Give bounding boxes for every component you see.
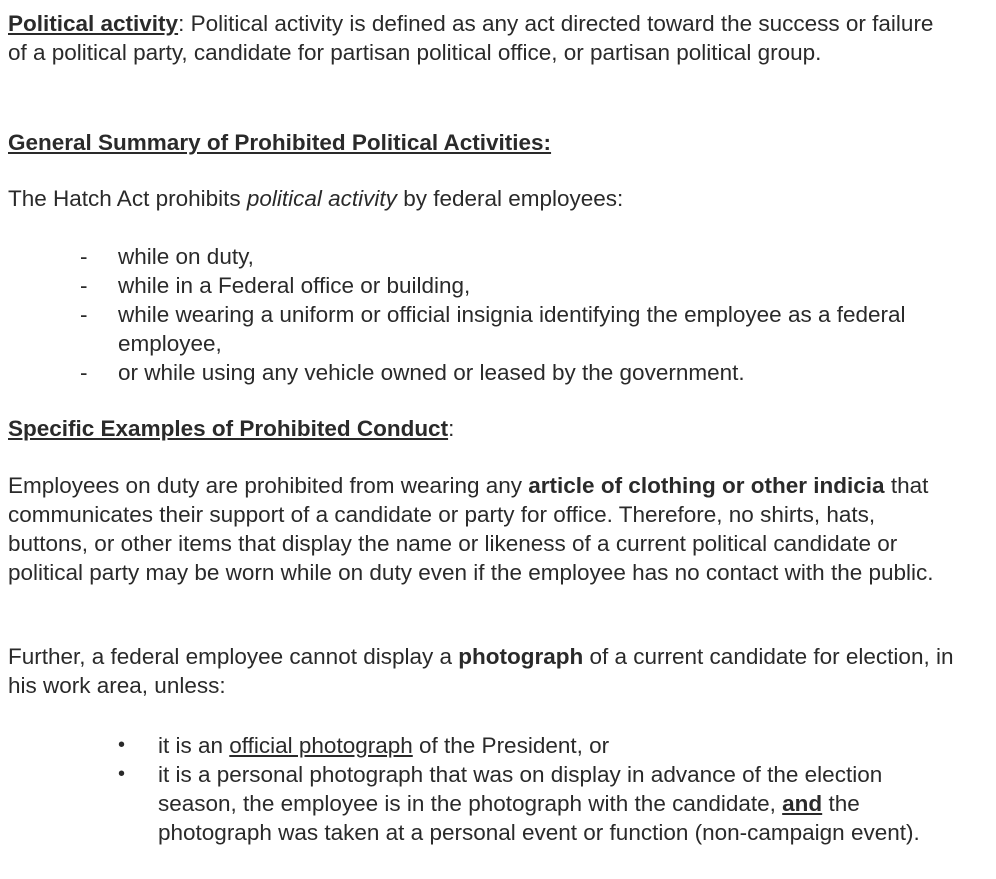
intro-prefix: The Hatch Act prohibits (8, 186, 247, 211)
general-summary-heading: General Summary of Prohibited Political Activities: (8, 130, 552, 155)
bullet1-prefix: it is an (158, 733, 230, 758)
prohibited-activities-list (80, 242, 960, 387)
bullet2-suffix: the photograph was taken at a personal event or function (non-campaign event). (158, 791, 920, 845)
bullet-marker: • (118, 763, 126, 785)
list-item-text: or while using any vehicle owned or leased by the government. (118, 360, 745, 385)
list-item-text: while in a Federal office or building, (118, 273, 471, 298)
bullet2-prefix: it is a personal photograph that was on display in advance of the election season, the employee is in the photograph with the candidate, (158, 762, 883, 816)
dash-marker: - (80, 302, 88, 327)
dash-marker: - (80, 360, 88, 385)
para1-prefix: Employees on duty are prohibited from wearing any (8, 473, 529, 498)
para2-prefix: Further, a federal employee cannot display a (8, 644, 459, 669)
intro-emphasis: political activity (246, 186, 397, 211)
list-item (80, 242, 960, 271)
photograph-paragraph (8, 642, 958, 700)
list-item (118, 731, 958, 760)
clothing-paragraph (8, 471, 958, 587)
list-item (80, 271, 960, 300)
hatch-act-intro (8, 184, 958, 213)
bullet-marker: • (118, 734, 126, 756)
bullet1-underlined: official photograph (229, 733, 413, 758)
specific-examples-heading-line (8, 414, 958, 443)
list-item (80, 300, 960, 358)
definition-colon: : (178, 11, 185, 36)
dash-marker: - (80, 273, 88, 298)
dash-marker: - (80, 244, 88, 269)
para1-bold: article of clothing or other indicia (528, 473, 885, 498)
para2-bold: photograph (458, 644, 584, 669)
definition-paragraph (8, 9, 958, 67)
definition-term: Political activity (8, 11, 179, 36)
specific-examples-colon: : (448, 416, 455, 441)
list-item (80, 358, 960, 387)
list-item-text: while on duty, (118, 244, 254, 269)
list-item (118, 760, 958, 847)
specific-examples-heading: Specific Examples of Prohibited Conduct (8, 416, 449, 441)
bullet1-suffix: of the President, or (412, 733, 610, 758)
intro-suffix: by federal employees: (396, 186, 624, 211)
photograph-exceptions-list (118, 731, 958, 847)
para1-suffix: that communicates their support of a candidate or party for office. Therefore, no shirts, hats, buttons, or other items that display the name or likeness of a current political candidate or political party may be worn while on duty even if the employee has no contact with the public. (8, 473, 934, 585)
bullet2-bold: and (782, 791, 823, 816)
definition-text: Political activity is defined as any act directed toward the success or failure of a political party, candidate for partisan political office, or partisan political group. (8, 11, 934, 65)
list-item-text: while wearing a uniform or official insignia identifying the employee as a federal employee, (118, 302, 906, 356)
para2-suffix: of a current candidate for election, in his work area, unless: (8, 644, 954, 698)
